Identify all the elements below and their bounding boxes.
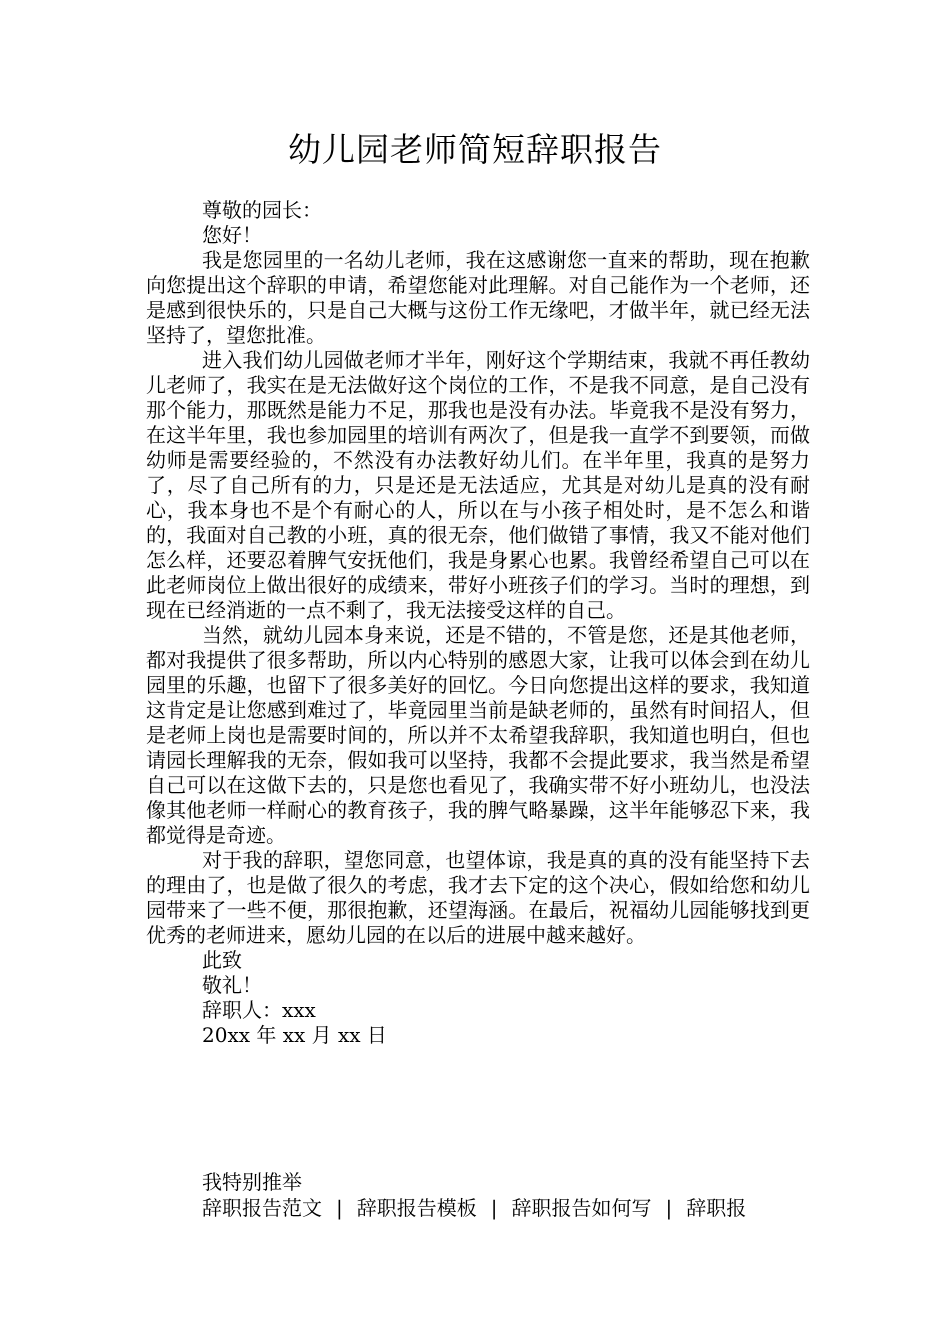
paragraph-3: 当然，就幼儿园本身来说，还是不错的，不管是您，还是其他老师，都对我提供了很多帮助，所以内心特别的感恩大家，让我可以体会到在幼儿园里的乐趣，也留下了很多美好的回忆。今日向您提出这样的要求，我知道这肯定是让您感到难过了，毕竟园里当前是缺老师的，虽然有时间招人，但是老师上岗也是需要时间的，所以并不太希望我辞职，我知道也明白，但也请园长理解我的无奈，假如我可以坚持，我都不会提此要求，我当然是希望自己可以在这做下去的，只是您也看见了，我确实带不好小班幼儿，也没法像其他老师一样耐心的教育孩子，我的脾气略暴躁，这半年能够忍下来，我都觉得是奇迹。 [146, 623, 810, 847]
recommend-link-3[interactable]: 辞职报告如何写 [511, 1196, 652, 1220]
salutation: 尊敬的园长： [202, 198, 322, 222]
letter-body [146, 198, 810, 1048]
date: 20xx 年 xx 月 xx 日 [202, 1023, 387, 1047]
link-separator: | [490, 1196, 498, 1220]
link-separator: | [336, 1196, 343, 1220]
link-separator: | [665, 1196, 673, 1220]
document-title: 幼儿园老师简短辞职报告 [288, 130, 662, 169]
recommend-link-1[interactable]: 辞职报告范文 [202, 1196, 322, 1220]
greeting: 您好！ [202, 223, 262, 247]
recommend-heading: 我特别推举 [202, 1170, 302, 1194]
signer: 辞职人：xxx [202, 998, 316, 1022]
closing-line-1: 此致 [202, 948, 242, 972]
paragraph-4: 对于我的辞职，望您同意，也望体谅，我是真的真的没有能坚持下去的理由了，也是做了很久的考虑，我才去下定的这个决心，假如给您和幼儿园带来了一些不便，那很抱歉，还望海涵。在最后，祝福幼儿园能够找到更优秀的老师进来，愿幼儿园的在以后的进展中越来越好。 [146, 848, 810, 947]
paragraph-2: 进入我们幼儿园做老师才半年，刚好这个学期结束，我就不再任教幼儿老师了，我实在是无法做好这个岗位的工作，不是我不同意，是自己没有那个能力，那既然是能力不足，那我也是没有办法。毕竟我不是没有努力，在这半年里，我也参加园里的培训有两次了，但是我一直学不到要领，而做幼师是需要经验的，不然没有办法教好幼儿们。在半年里，我真的是努力了，尽了自己所有的力，只是还是无法适应，尤其是对幼儿是真的没有耐心，我本身也不是个有耐心的人，所以在与小孩子相处时，是不怎么和谐的，我面对自己教的小班，真的很无奈，他们做错了事情，我又不能对他们怎么样，还要忍着脾气安抚他们，我是身累心也累。我曾经希望自己可以在此老师岗位上做出很好的成绩来，带好小班孩子们的学习。当时的理想，到现在已经消逝的一点不剩了，我无法接受这样的自己。 [146, 348, 810, 622]
recommend-link-2[interactable]: 辞职报告模板 [356, 1196, 477, 1220]
paragraph-1: 我是您园里的一名幼儿老师，我在这感谢您一直来的帮助，现在抱歉向您提出这个辞职的申请，希望您能对此理解。对自己能作为一个老师，还是感到很快乐的，只是自己大概与这份工作无缘吧，才做半年，就已经无法坚持了，望您批准。 [146, 248, 810, 347]
recommend-link-4[interactable]: 辞职报 [686, 1196, 747, 1220]
recommend-links [202, 1194, 842, 1222]
closing-line-2: 敬礼！ [202, 973, 262, 997]
